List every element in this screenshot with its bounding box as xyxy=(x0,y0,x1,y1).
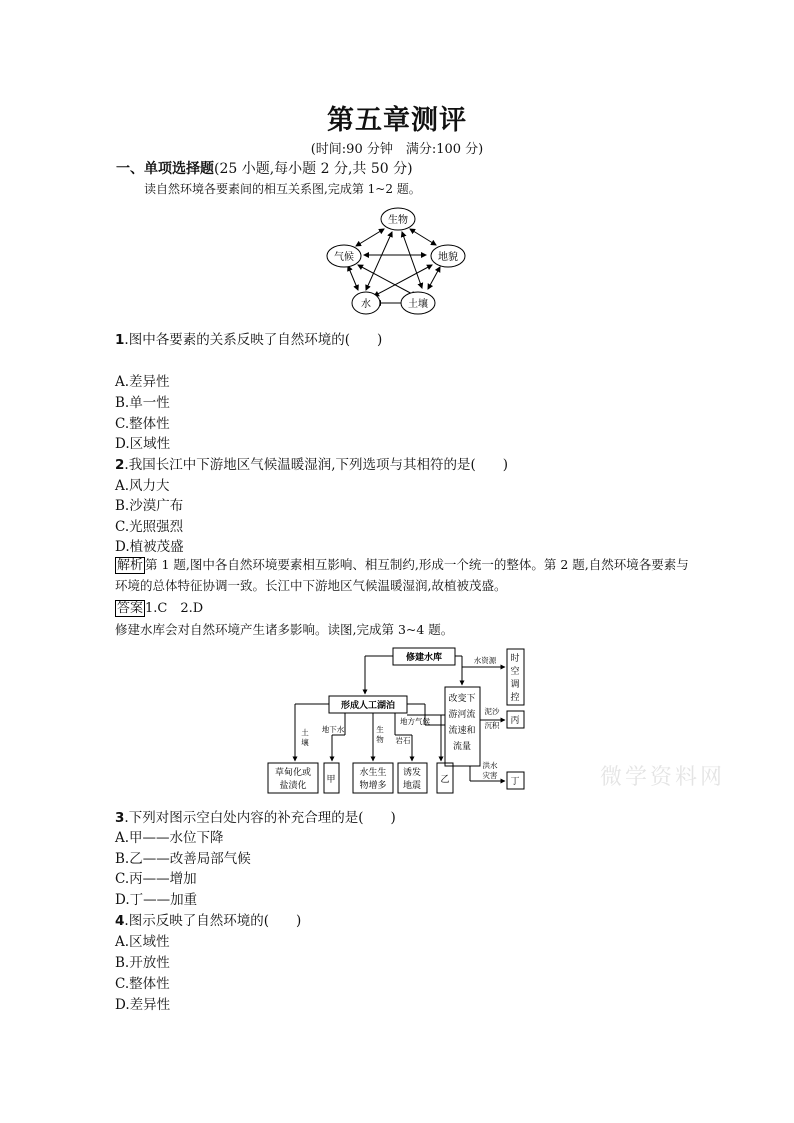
page-title: 第五章测评 xyxy=(327,105,467,136)
q4-option-d: D.差异性 xyxy=(115,997,171,1013)
question-1: 1.图中各要素的关系反映了自然环境的( ) xyxy=(115,332,383,348)
box-text: 丁 xyxy=(510,777,520,787)
answer-text: 1.C 2.D xyxy=(145,601,204,616)
section-heading xyxy=(116,158,413,178)
box-text: 时 xyxy=(510,654,520,664)
edge-label: 灾害 xyxy=(482,771,498,780)
box-text: 流速和 xyxy=(448,726,476,736)
box-text: 调 xyxy=(510,680,520,690)
intro-1-2: 读自然环境各要素间的相互关系图,完成第 1~2 题。 xyxy=(144,182,421,196)
box-text: 游河流 xyxy=(448,710,476,720)
box-text: 盐渍化 xyxy=(279,781,307,791)
analysis-label: 解析 xyxy=(117,558,144,573)
q1-option-d: D.区域性 xyxy=(115,436,171,452)
q3-option-d: D.丁——加重 xyxy=(115,892,198,908)
elements-relationship-diagram xyxy=(318,202,474,316)
edge-label: 生 xyxy=(376,725,384,734)
edge-label: 物 xyxy=(376,735,384,744)
edge-label: 洪水 xyxy=(482,761,498,770)
exam-info: (时间:90 分钟 满分:100 分) xyxy=(310,142,484,157)
q2-option-d: D.植被茂盛 xyxy=(115,539,184,555)
section-label: 一、单项选择题 xyxy=(116,161,214,177)
q2-option-a: A.风力大 xyxy=(115,478,170,494)
box-text: 甲 xyxy=(326,775,336,785)
edge-label: 地方气候 xyxy=(400,717,430,726)
q1-option-a: A.差异性 xyxy=(115,374,170,390)
q3-option-a: A.甲——水位下降 xyxy=(115,830,224,846)
edge-label: 泥沙 xyxy=(484,707,500,716)
q2-option-c: C.光照强烈 xyxy=(115,519,184,535)
node-label: 土壤 xyxy=(408,299,428,310)
reservoir-flowchart xyxy=(265,645,535,797)
edge-label: 水资源 xyxy=(473,656,497,665)
q4-option-b: B.开放性 xyxy=(115,955,170,971)
box-text: 形成人工湖泊 xyxy=(340,701,396,711)
box-text: 空 xyxy=(510,667,520,677)
q3-option-b: B.乙——改善局部气候 xyxy=(115,851,251,867)
watermark: 微学资料网 xyxy=(600,765,726,790)
question-3: 3.下列对图示空白处内容的补充合理的是( ) xyxy=(115,810,396,826)
answer-block xyxy=(115,597,203,617)
node-label: 水 xyxy=(361,299,371,310)
section-note: (25 小题,每小题 2 分,共 50 分) xyxy=(214,161,413,177)
edge-label: 壤 xyxy=(301,738,309,747)
answer-label: 答案 xyxy=(117,601,144,616)
box-text: 地震 xyxy=(402,781,422,791)
q2-option-b: B.沙漠广布 xyxy=(115,498,184,514)
q1-option-c: C.整体性 xyxy=(115,416,170,432)
box-text: 物增多 xyxy=(359,781,387,791)
edge-label: 地下水 xyxy=(321,725,345,734)
question-4: 4.图示反映了自然环境的( ) xyxy=(115,913,302,929)
q1-option-b: B.单一性 xyxy=(115,395,170,411)
box-text: 水生生 xyxy=(359,768,387,778)
intro-3-4: 修建水库会对自然环境产生诸多影响。读图,完成第 3~4 题。 xyxy=(115,622,454,637)
edge-label: 岩石 xyxy=(395,736,411,745)
box-text: 诱发 xyxy=(402,768,422,778)
box-text: 乙 xyxy=(440,775,450,785)
edge-label: 沉积 xyxy=(484,721,500,730)
analysis-text: 第 1 题,图中各自然环境要素相互影响、相互制约,形成一个统一的整体。第 2 题,自然环境各要素与环境的总体特征协调一致。长江中下游地区气候温暖湿润,故植被茂盛。 xyxy=(115,557,689,593)
analysis-block xyxy=(115,554,690,596)
box-text: 控 xyxy=(510,693,520,703)
q3-option-c: C.丙——增加 xyxy=(115,871,197,887)
q4-option-c: C.整体性 xyxy=(115,976,170,992)
edge-label: 土 xyxy=(301,728,309,737)
node-label: 地貌 xyxy=(438,252,458,263)
question-2: 2.我国长江中下游地区气候温暖湿润,下列选项与其相符的是( ) xyxy=(115,457,509,473)
box-text: 流量 xyxy=(452,742,472,752)
box-text: 改变下 xyxy=(448,694,476,704)
box-text: 草甸化或 xyxy=(274,768,312,778)
box-text: 丙 xyxy=(510,716,520,726)
box-text: 修建水库 xyxy=(405,653,443,663)
q4-option-a: A.区域性 xyxy=(115,934,170,950)
node-label: 生物 xyxy=(388,215,408,226)
node-label: 气候 xyxy=(334,252,354,263)
